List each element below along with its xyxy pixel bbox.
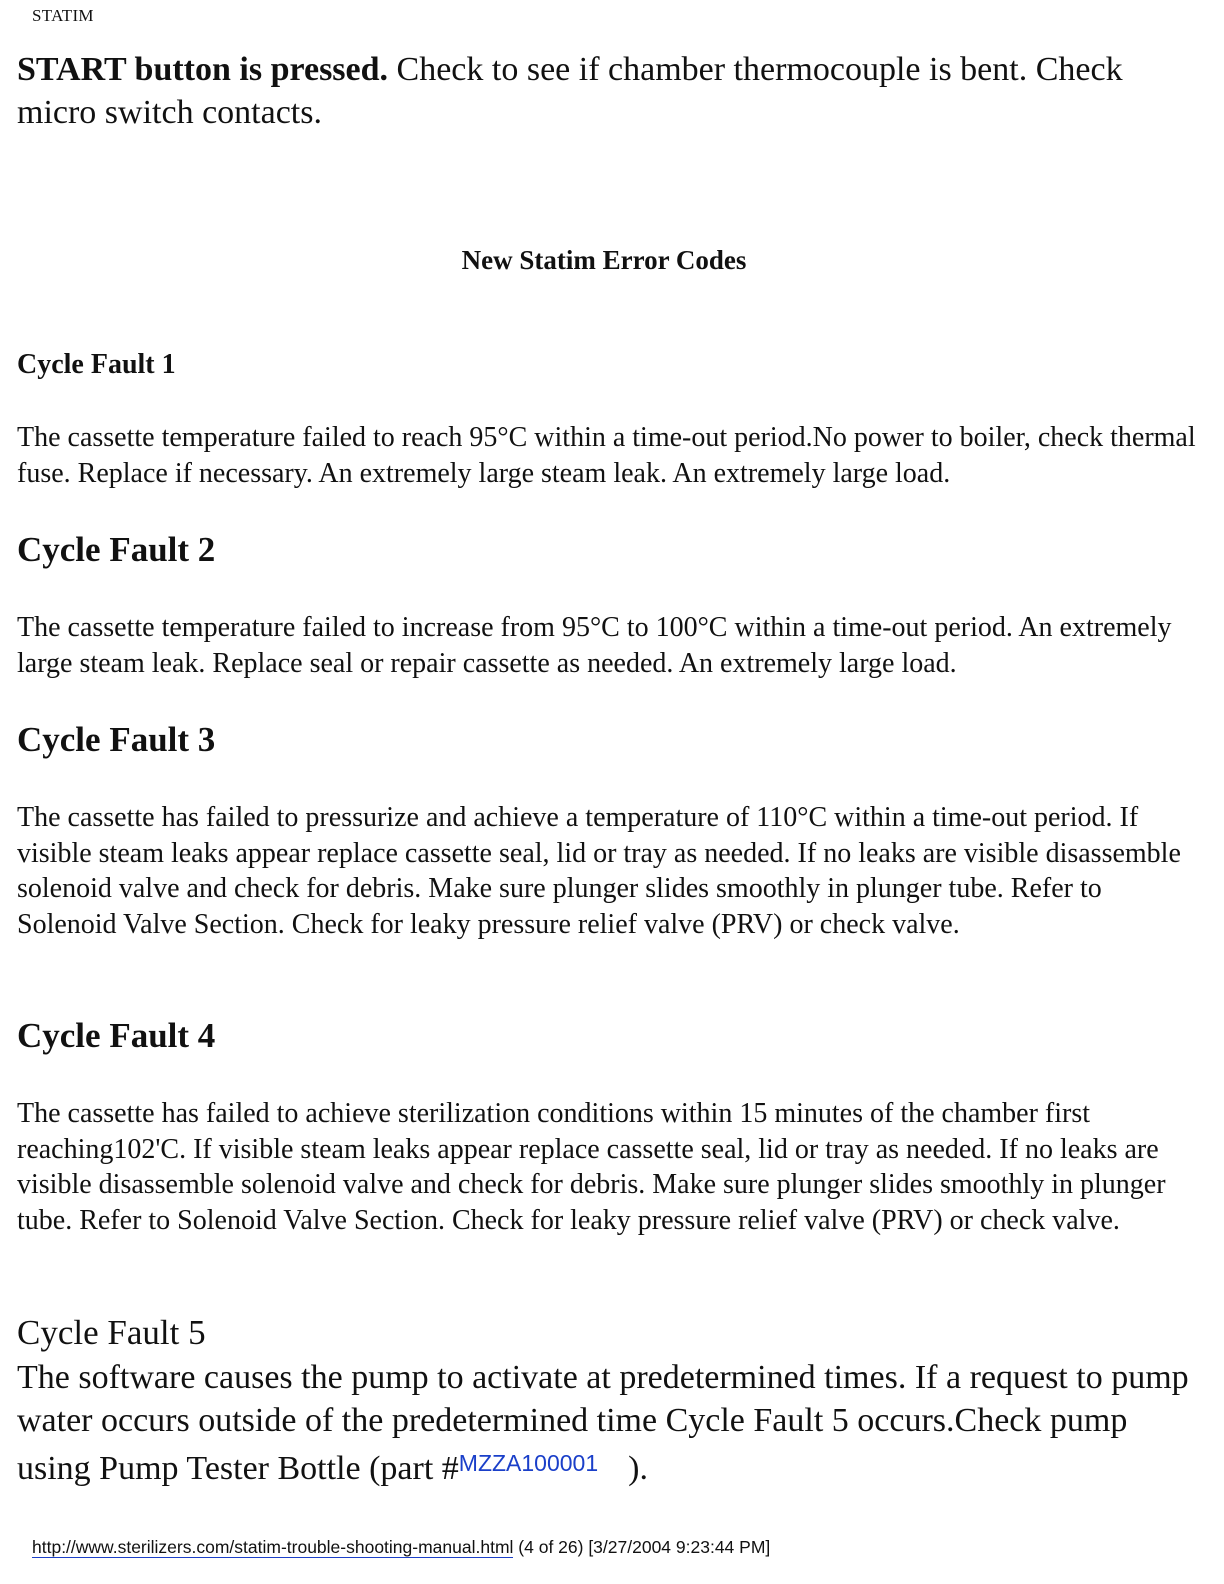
fault-2-body: The cassette temperature failed to increase from 95°C to 100°C within a time-out period. An extremely large steam leak. Replace seal or repair cassette as needed. An extremely large load.: [17, 612, 1172, 679]
fault-5-body: [17, 1356, 1207, 1490]
intro-paragraph: [17, 48, 1202, 134]
fault-3-heading: Cycle Fault 3: [17, 720, 216, 759]
footer-url[interactable]: http://www.sterilizers.com/statim-trouble-shooting-manual.html: [32, 1537, 514, 1557]
page-header-title: STATIM: [32, 6, 94, 25]
fault-4-body: The cassette has failed to achieve sterilization conditions within 15 minutes of the chamber first reaching102'C. If visible steam leaks appear replace cassette seal, lid or tray as needed. If no leaks are visible disassemble solenoid valve and check for debris. Make sure plunger slides smoothly in plunger tube. Refer to Solenoid Valve Section. Check for leaky pressure relief valve (PRV) or check valve.: [17, 1098, 1166, 1236]
fault-2-heading: Cycle Fault 2: [17, 530, 216, 569]
intro-bold-text: START button is pressed.: [17, 51, 389, 88]
intro-text: Check to see if chamber thermocouple is bent. Check micro switch contacts.: [17, 51, 1123, 131]
page-title: New Statim Error Codes: [461, 245, 747, 275]
part-number-link[interactable]: MZZA100001: [458, 1450, 599, 1476]
page-footer: [32, 1537, 770, 1558]
footer-info: (4 of 26) [3/27/2004 9:23:44 PM]: [513, 1537, 771, 1557]
fault-1-heading: Cycle Fault 1: [17, 349, 176, 380]
fault-4-heading: Cycle Fault 4: [17, 1016, 216, 1055]
fault-5-heading: Cycle Fault 5: [17, 1313, 206, 1352]
fault-5-body-suffix: ).: [628, 1450, 648, 1487]
fault-1-body: The cassette temperature failed to reach 95°C within a time-out period.No power to boiler, check thermal fuse. Replace if necessary. An extremely large steam leak. An extremely large load.: [17, 422, 1196, 489]
fault-3-body: The cassette has failed to pressurize and achieve a temperature of 110°C within a time-out period. If visible steam leaks appear replace cassette seal, lid or tray as needed. If no leaks are visible disassemble solenoid valve and check for debris. Make sure plunger slides smoothly in plunger tube. Refer to Solenoid Valve Section. Check for leaky pressure relief valve (PRV) or check valve.: [17, 802, 1181, 940]
fault-5-body-prefix: The software causes the pump to activate at predetermined times. If a request to pump water occurs outside of the predetermined time Cycle Fault 5 occurs.Check pump using Pump Tester Bottle (part #: [17, 1359, 1189, 1487]
